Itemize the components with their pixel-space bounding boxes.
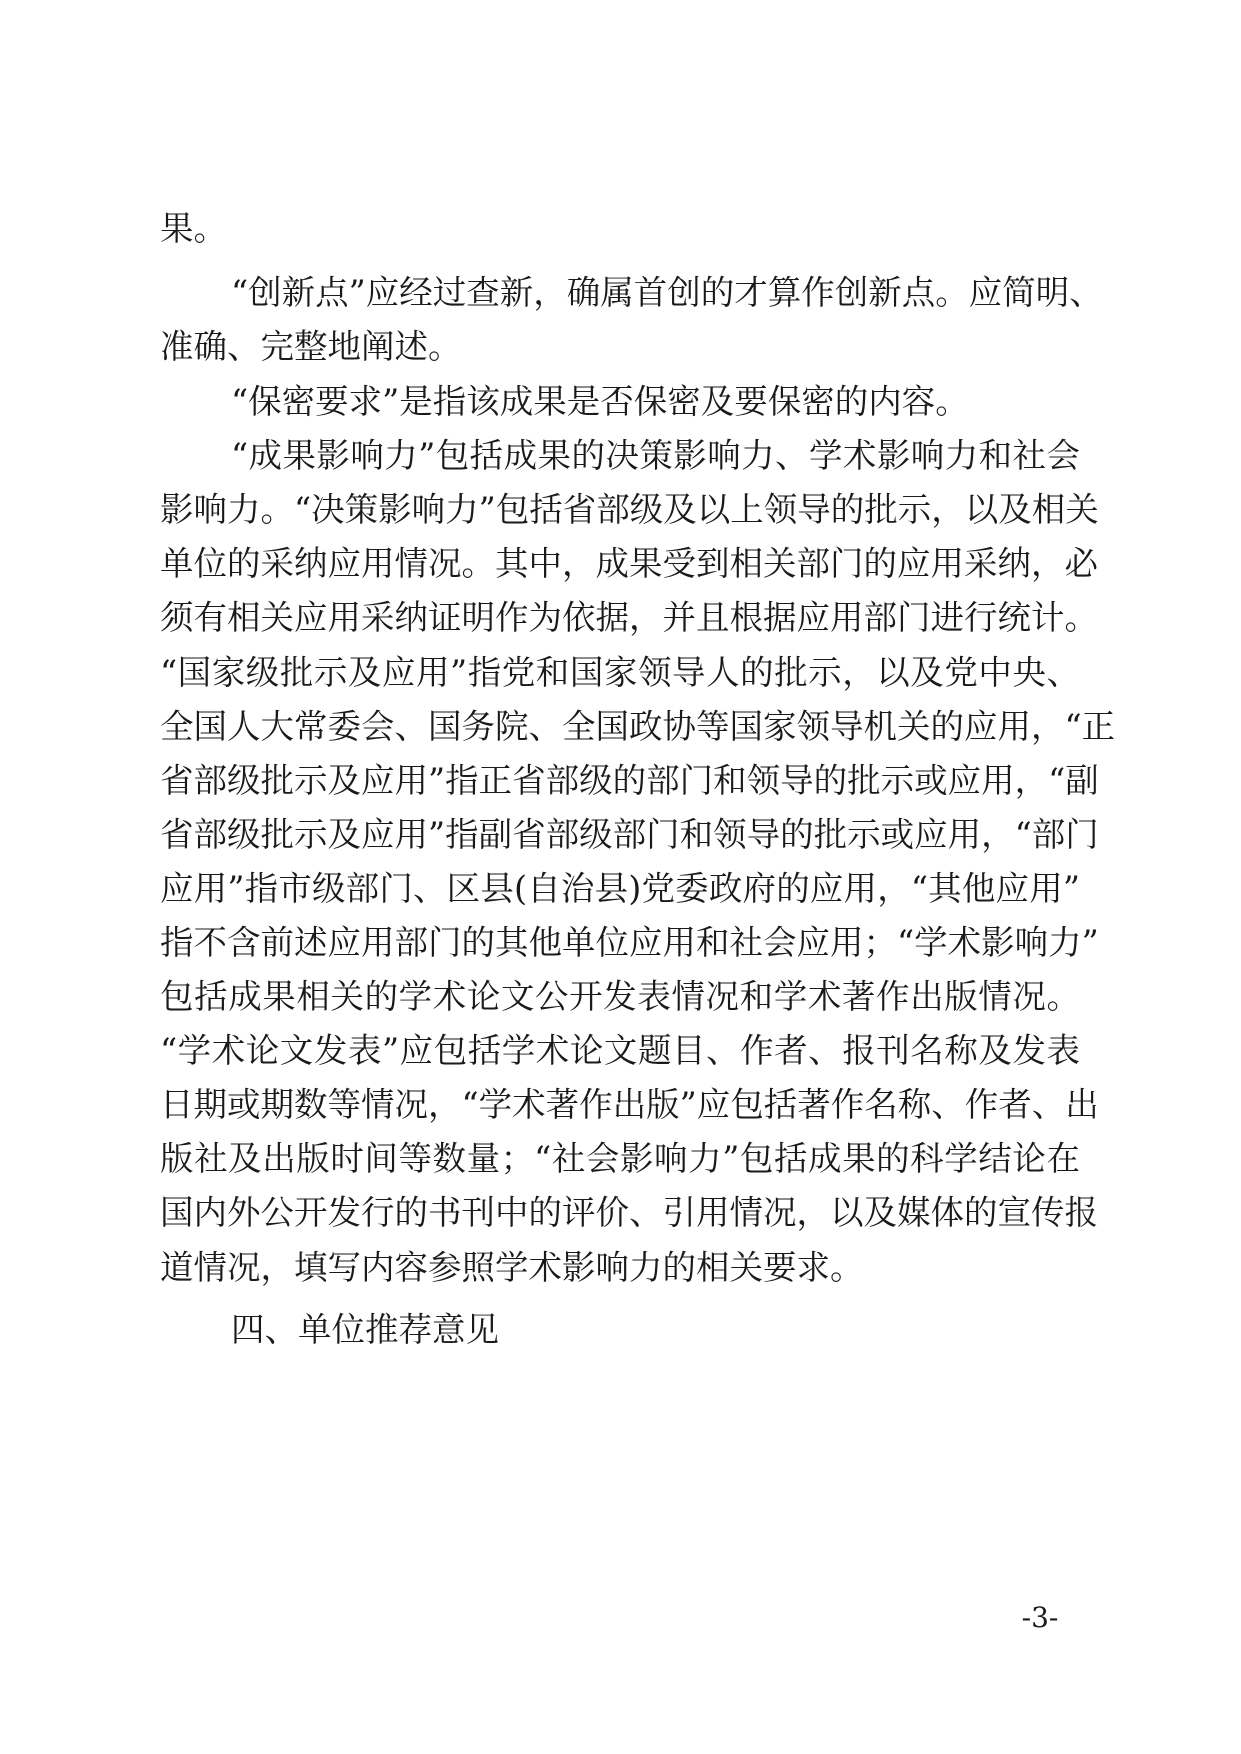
text-line-13: 应用”指市级部门、区县(自治县)党委政府的应用，“其他应用” [160, 869, 1080, 908]
text-line-8: 须有相关应用采纳证明作为依据，并且根据应用部门进行统计。 [160, 598, 1098, 637]
text-line-7: 单位的采纳应用情况。其中，成果受到相关部门的应用采纳，必 [160, 544, 1098, 583]
section-heading: 四、单位推荐意见 [231, 1310, 499, 1349]
text-line-2: “创新点”应经过查新，确属首创的才算作创新点。应简明、 [231, 273, 1103, 312]
text-line-18: 版社及出版时间等数量；“社会影响力”包括成果的科学结论在 [160, 1139, 1080, 1178]
text-line-20: 道情况，填写内容参照学术影响力的相关要求。 [160, 1248, 864, 1287]
text-line-4: “保密要求”是指该成果是否保密及要保密的内容。 [231, 382, 969, 421]
text-line-3: 准确、完整地阐述。 [160, 327, 462, 366]
text-line-5: “成果影响力”包括成果的决策影响力、学术影响力和社会 [231, 436, 1080, 475]
page-number: -3- [1021, 1601, 1059, 1634]
text-line-19: 国内外公开发行的书刊中的评价、引用情况，以及媒体的宣传报 [160, 1193, 1098, 1232]
text-line-10: 全国人大常委会、国务院、全国政协等国家领导机关的应用，“正 [160, 707, 1116, 746]
text-line-12: 省部级批示及应用”指副省部级部门和领导的批示或应用，“部门 [160, 815, 1099, 854]
text-line-14: 指不含前述应用部门的其他单位应用和社会应用；“学术影响力” [160, 923, 1099, 962]
text-line-9: “国家级批示及应用”指党和国家领导人的批示，以及党中央、 [160, 653, 1080, 692]
text-line-16: “学术论文发表”应包括学术论文题目、作者、报刊名称及发表 [160, 1031, 1080, 1070]
text-line-11: 省部级批示及应用”指正省部级的部门和领导的批示或应用，“副 [160, 761, 1099, 800]
text-line-17: 日期或期数等情况，“学术著作出版”应包括著作名称、作者、出 [160, 1085, 1099, 1124]
text-line-15: 包括成果相关的学术论文公开发表情况和学术著作出版情况。 [160, 977, 1080, 1016]
text-line-1: 果。 [160, 209, 227, 248]
text-line-6: 影响力。“决策影响力”包括省部级及以上领导的批示，以及相关 [160, 490, 1099, 529]
